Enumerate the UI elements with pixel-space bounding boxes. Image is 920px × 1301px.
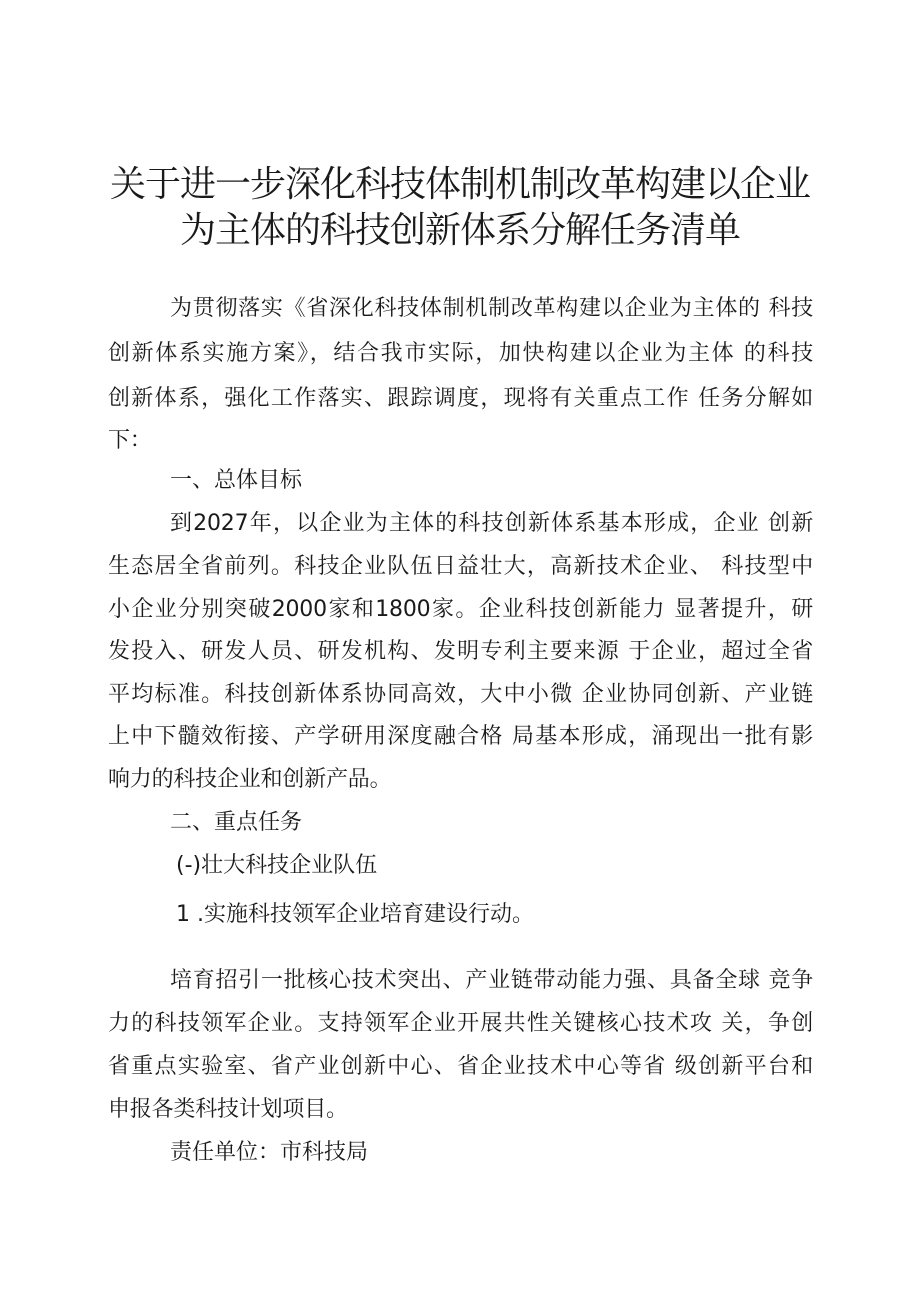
section-1-line: 到2027年，以企业为主体的科技创新体系基本形成，企业 创新 — [170, 511, 813, 536]
responsible-unit: 责任单位：市科技局 — [170, 1140, 369, 1165]
section-1-line: 生态居全省前列。科技企业队伍日益壮大，高新技术企业、 科技型中 — [108, 554, 813, 579]
subsection-heading: (-)壮大科技企业队伍 — [176, 853, 378, 878]
item-1-line: 申报各类科技计划项目。 — [108, 1097, 348, 1122]
section-1-line: 平均标准。科技创新体系协同高效，大中小微 企业协同创新、产业链 — [108, 682, 813, 707]
section-1-line: 上中下髓效衔接、产学研用深度融合格 局基本形成，涌现出一批有影 — [108, 724, 813, 749]
item-1-line: 力的科技领军企业。支持领军企业开展共性关键核心技术攻 关，争创 — [108, 1011, 813, 1036]
item-1-line: 培育招引一批核心技术突出、产业链带动能力强、具备全球 竞争 — [170, 968, 813, 993]
intro-line: 创新体系实施方案》，结合我市实际，加快构建以企业为主体 的科技 — [108, 341, 813, 366]
intro-line: 为贯彻落实《省深化科技体制机制改革构建以企业为主体的 科技 — [170, 296, 813, 321]
item-1-line: 省重点实验室、省产业创新中心、省企业技术中心等省 级创新平台和 — [108, 1054, 813, 1079]
document-title-line-2: 为主体的科技创新体系分解任务清单 — [179, 210, 740, 251]
item-heading: 1 .实施科技领军企业培育建设行动。 — [176, 902, 534, 927]
section-heading-key-tasks: 二、重点任务 — [170, 810, 303, 835]
section-1-line: 响力的科技企业和创新产品。 — [108, 767, 392, 792]
section-1-line: 小企业分别突破2000家和1800家。企业科技创新能力 显著提升，研 — [108, 597, 813, 622]
intro-line: 创新体系，强化工作落实、跟踪调度，现将有关重点工作 任务分解如 — [108, 386, 813, 411]
document-title-line-1: 关于进一步深化科技体制机制改革构建以企业 — [109, 164, 810, 205]
section-1-line: 发投入、研发人员、研发机构、发明专利主要来源 于企业，超过全省 — [108, 639, 813, 664]
intro-line: 下： — [108, 428, 152, 453]
section-heading-overall-goal: 一、总体目标 — [170, 468, 303, 493]
